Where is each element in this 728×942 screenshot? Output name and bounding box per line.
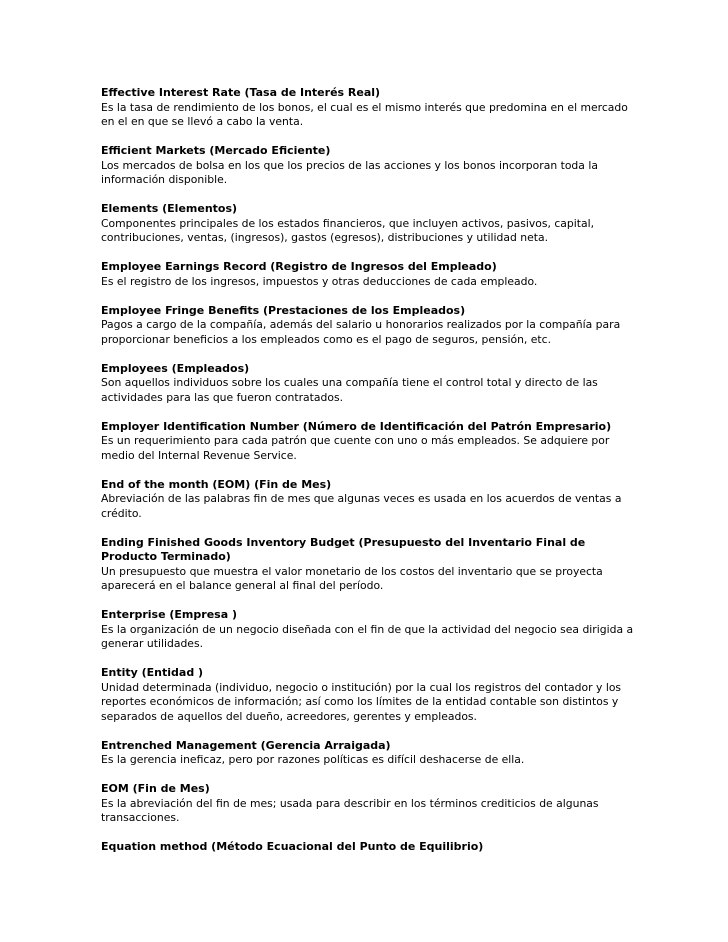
glossary-term: Enterprise (Empresa ) bbox=[101, 608, 237, 621]
glossary-definition: Es un requerimiento para cada patrón que cuente con uno o más empleados. Se adquiere por medio del Internal Revenue Service. bbox=[101, 434, 610, 462]
glossary-entry bbox=[101, 782, 641, 826]
glossary-entry bbox=[101, 840, 641, 855]
glossary-term: Elements (Elementos) bbox=[101, 202, 238, 215]
glossary-entry bbox=[101, 478, 641, 522]
glossary-entry bbox=[101, 260, 641, 289]
glossary-entry bbox=[101, 666, 641, 724]
glossary-term: Ending Finished Goods Inventory Budget (Presupuesto del Inventario Final de Producto Terminado) bbox=[101, 535, 586, 563]
glossary-term: Employee Earnings Record (Registro de Ingresos del Empleado) bbox=[101, 260, 497, 273]
glossary-entry bbox=[101, 362, 641, 406]
glossary-term: Employer Identification Number (Número de Identificación del Patrón Empresario) bbox=[101, 419, 612, 433]
glossary-entry bbox=[101, 536, 641, 594]
glossary-entry bbox=[101, 144, 641, 188]
glossary-entry bbox=[101, 739, 641, 768]
glossary-definition: Unidad determinada (individuo, negocio o institución) por la cual los registros del contador y los reportes económicos de información; así como los límites de la entidad contable son distintos y separados de aquellos del dueño, acreedores, gerentes y empleados. bbox=[101, 680, 622, 723]
glossary-definition: Es la gerencia ineficaz, pero por razones políticas es difícil deshacerse de ella. bbox=[101, 753, 525, 766]
glossary-term: Employee Fringe Benefits (Prestaciones de los Empleados) bbox=[101, 303, 466, 317]
glossary-entry bbox=[101, 86, 641, 130]
glossary-definition: Pagos a cargo de la compañía, además del salario u honorarios realizados por la compañía para proporcionar beneficios a los empleados como es el pago de seguros, pensión, etc. bbox=[101, 318, 621, 346]
glossary-definition: Es el registro de los ingresos, impuestos y otras deducciones de cada empleado. bbox=[101, 274, 538, 288]
glossary-term: EOM (Fin de Mes) bbox=[101, 782, 210, 795]
glossary-term: Equation method (Método Ecuacional del Punto de Equilibrio) bbox=[101, 840, 484, 853]
glossary-definition: Los mercados de bolsa en los que los precios de las acciones y los bonos incorporan toda la información disponible. bbox=[101, 158, 598, 186]
glossary-definition: Son aquellos individuos sobre los cuales una compañía tiene el control total y directo de las actividades para las que fueron contratados. bbox=[101, 376, 598, 404]
glossary-definition: Un presupuesto que muestra el valor monetario de los costos del inventario que se proyecta aparecerá en el balance general al final del período. bbox=[101, 564, 603, 592]
glossary-term: Efficient Markets (Mercado Eficiente) bbox=[101, 144, 331, 157]
glossary-definition: Es la organización de un negocio diseñada con el fin de que la actividad del negocio sea dirigida a generar utilidades. bbox=[101, 622, 634, 650]
glossary-term: Effective Interest Rate (Tasa de Interés Real) bbox=[101, 86, 381, 99]
glossary-entry bbox=[101, 608, 641, 652]
glossary-entry bbox=[101, 202, 641, 246]
glossary-definition: Abreviación de las palabras fin de mes que algunas veces es usada en los acuerdos de ventas a crédito. bbox=[101, 492, 622, 520]
glossary-definition: Es la abreviación del fin de mes; usada para describir en los términos crediticios de algunas transacciones. bbox=[101, 796, 599, 824]
glossary-term: Entrenched Management (Gerencia Arraigada) bbox=[101, 738, 391, 752]
glossary-term: Employees (Empleados) bbox=[101, 361, 250, 375]
glossary-page bbox=[101, 86, 641, 869]
glossary-entry bbox=[101, 304, 641, 348]
glossary-definition: Componentes principales de los estados financieros, que incluyen activos, pasivos, capital, contribuciones, ventas, (ingresos), gastos (egresos), distribuciones y utilidad neta. bbox=[101, 216, 595, 244]
glossary-definition: Es la tasa de rendimiento de los bonos, el cual es el mismo interés que predomina en el mercado en el en que se llevó a cabo la venta. bbox=[101, 100, 628, 128]
glossary-entry bbox=[101, 420, 641, 464]
glossary-term: Entity (Entidad ) bbox=[101, 666, 204, 679]
glossary-term: End of the month (EOM) (Fin de Mes) bbox=[101, 477, 332, 491]
